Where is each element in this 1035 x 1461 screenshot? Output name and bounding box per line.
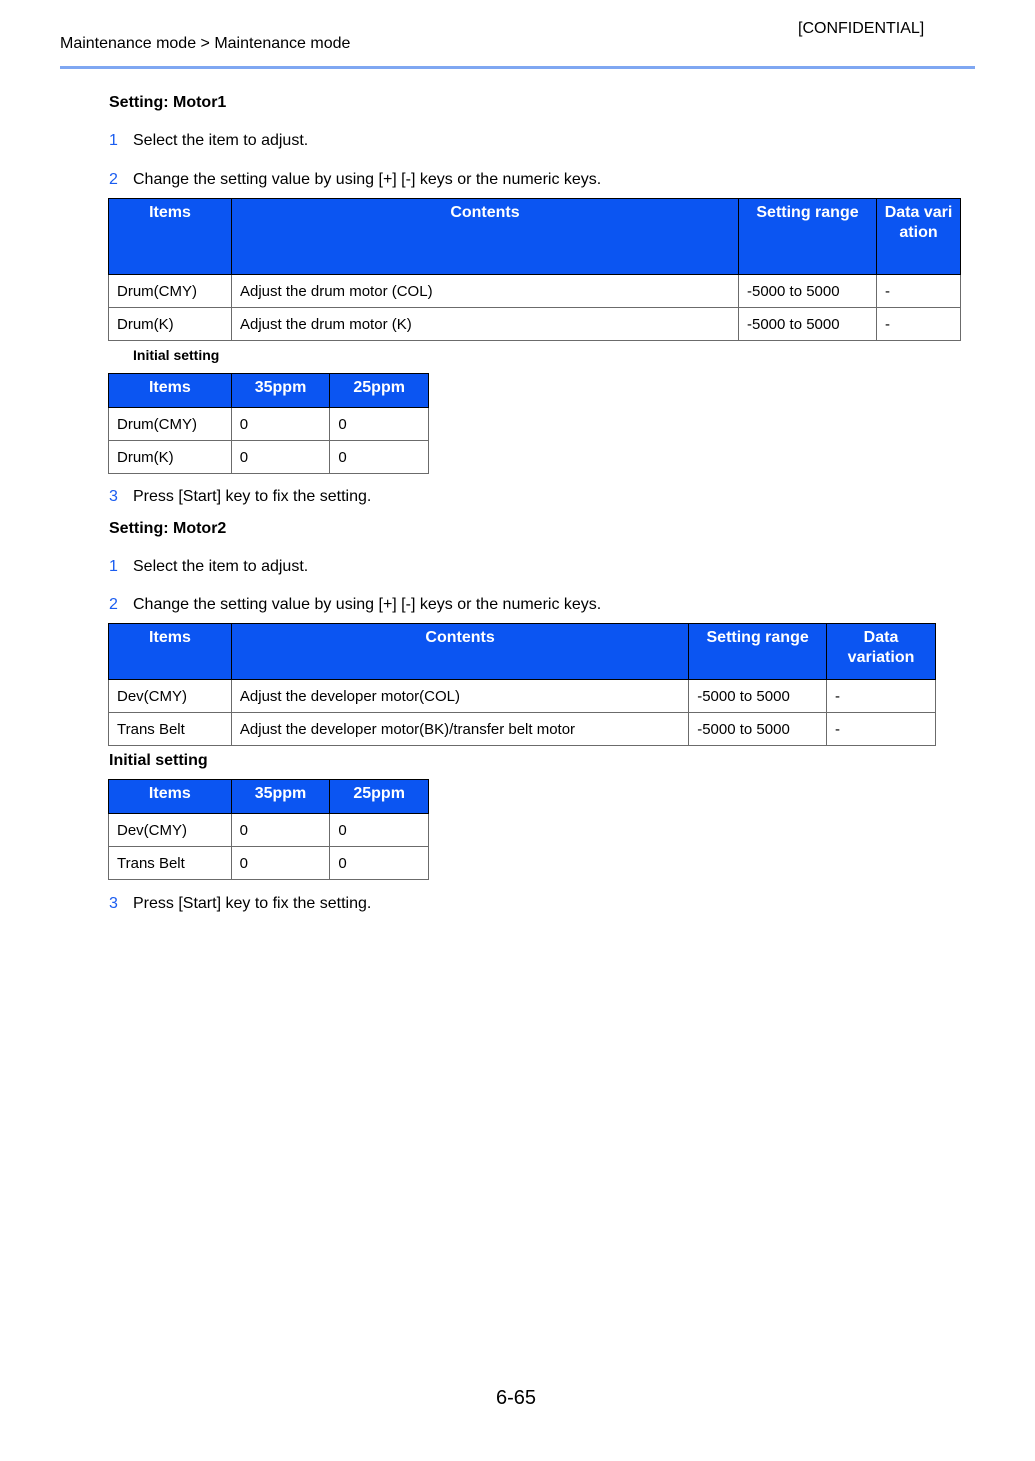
cell-25ppm: 0 (330, 408, 429, 441)
column-header-items: Items (109, 199, 232, 275)
column-header-contents: Contents (232, 199, 739, 275)
section-title-motor1: Setting: Motor1 (109, 94, 227, 111)
motor1-settings-table (108, 198, 961, 341)
cell-contents: Adjust the developer motor(BK)/transfer belt motor (231, 713, 688, 746)
motor2-initial-setting-table (108, 779, 429, 880)
cell-35ppm: 0 (231, 847, 330, 880)
column-header-35ppm: 35ppm (231, 780, 330, 814)
cell-item: Trans Belt (109, 713, 232, 746)
motor1-initial-setting-table (108, 373, 429, 474)
column-header-items: Items (109, 374, 232, 408)
table-row (109, 441, 429, 474)
header-divider (60, 66, 975, 69)
table-row (109, 275, 961, 308)
cell-item: Drum(CMY) (109, 408, 232, 441)
cell-data-variation: - (827, 680, 936, 713)
step-text: Change the setting value by using [+] [-] keys or the numeric keys. (133, 596, 602, 613)
table-header-row (109, 780, 429, 814)
cell-setting-range: -5000 to 5000 (739, 308, 877, 341)
motor2-settings-table (108, 623, 936, 746)
step-number: 3 (109, 895, 118, 912)
cell-35ppm: 0 (231, 441, 330, 474)
cell-item: Drum(CMY) (109, 275, 232, 308)
step-number: 1 (109, 132, 118, 149)
column-header-35ppm: 35ppm (231, 374, 330, 408)
step-number: 2 (109, 596, 118, 613)
table-header-row (109, 199, 961, 275)
cell-25ppm: 0 (330, 847, 429, 880)
column-header-data-variation: Data variation (827, 624, 936, 680)
cell-item: Dev(CMY) (109, 680, 232, 713)
cell-setting-range: -5000 to 5000 (689, 680, 827, 713)
cell-35ppm: 0 (231, 814, 330, 847)
step-text: Select the item to adjust. (133, 132, 309, 149)
cell-25ppm: 0 (330, 441, 429, 474)
step-text: Select the item to adjust. (133, 558, 309, 575)
cell-contents: Adjust the developer motor(COL) (231, 680, 688, 713)
table-row (109, 680, 936, 713)
section-title-motor2: Setting: Motor2 (109, 520, 227, 537)
table-row (109, 408, 429, 441)
table-header-row (109, 624, 936, 680)
initial-setting-label: Initial setting (109, 752, 208, 769)
step-text: Change the setting value by using [+] [-] keys or the numeric keys. (133, 171, 602, 188)
cell-data-variation: - (827, 713, 936, 746)
page-number: 6-65 (496, 1387, 537, 1409)
cell-setting-range: -5000 to 5000 (739, 275, 877, 308)
table-row (109, 814, 429, 847)
column-header-data-variation: Data variation (877, 199, 961, 275)
cell-setting-range: -5000 to 5000 (689, 713, 827, 746)
cell-data-variation: - (877, 308, 961, 341)
column-header-25ppm: 25ppm (330, 780, 429, 814)
cell-item: Dev(CMY) (109, 814, 232, 847)
cell-data-variation: - (877, 275, 961, 308)
table-header-row (109, 374, 429, 408)
cell-item: Drum(K) (109, 441, 232, 474)
table-row (109, 308, 961, 341)
column-header-contents: Contents (231, 624, 688, 680)
step-text: Press [Start] key to fix the setting. (133, 488, 372, 505)
step-number: 3 (109, 488, 118, 505)
column-header-25ppm: 25ppm (330, 374, 429, 408)
cell-item: Trans Belt (109, 847, 232, 880)
initial-setting-label: Initial setting (133, 347, 220, 363)
column-header-items: Items (109, 624, 232, 680)
confidential-label: [CONFIDENTIAL] (798, 20, 925, 37)
cell-contents: Adjust the drum motor (COL) (232, 275, 739, 308)
table-row (109, 713, 936, 746)
cell-25ppm: 0 (330, 814, 429, 847)
breadcrumb: Maintenance mode > Maintenance mode (60, 35, 351, 52)
column-header-items: Items (109, 780, 232, 814)
step-text: Press [Start] key to fix the setting. (133, 895, 372, 912)
cell-contents: Adjust the drum motor (K) (232, 308, 739, 341)
column-header-setting-range: Setting range (739, 199, 877, 275)
table-row (109, 847, 429, 880)
step-number: 1 (109, 558, 118, 575)
cell-item: Drum(K) (109, 308, 232, 341)
cell-35ppm: 0 (231, 408, 330, 441)
column-header-setting-range: Setting range (689, 624, 827, 680)
step-number: 2 (109, 171, 118, 188)
